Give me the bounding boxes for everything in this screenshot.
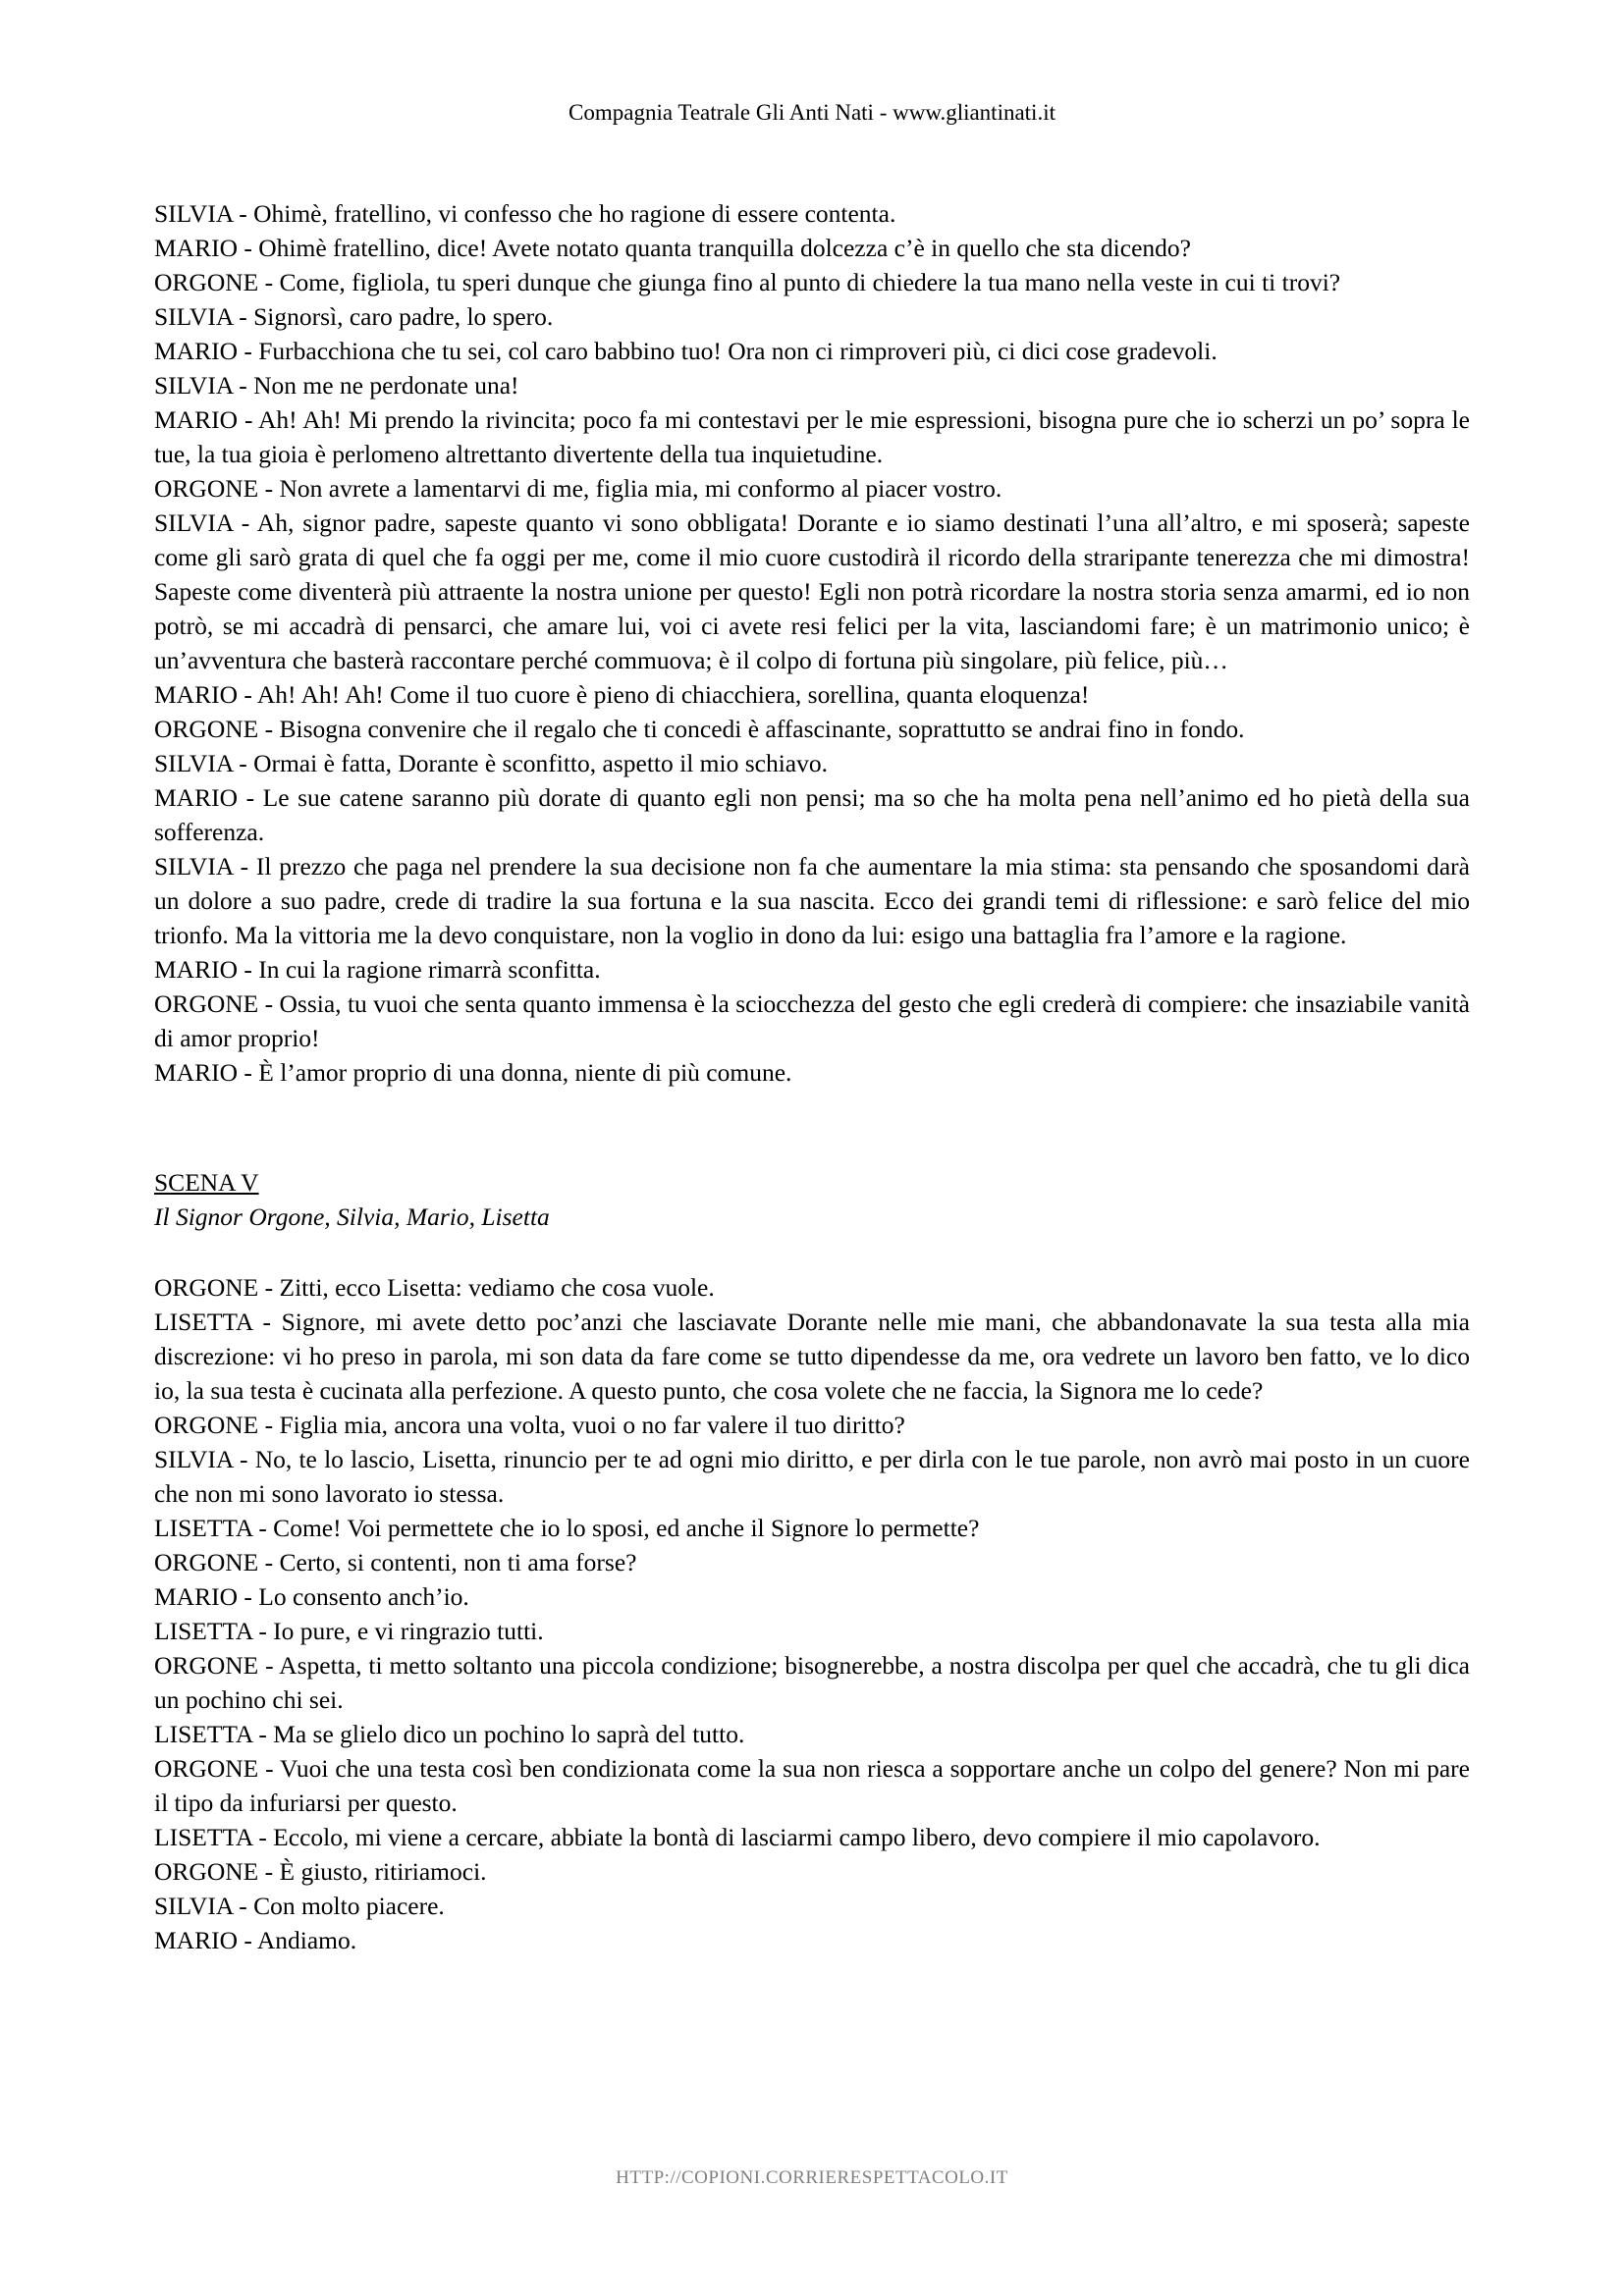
scene-5-header-block: [154, 1165, 1470, 1234]
dialogue-line: ORGONE - Certo, si contenti, non ti ama forse?: [154, 1548, 637, 1576]
dialogue-line: MARIO - Furbacchiona che tu sei, col caro babbino tuo! Ora non ci rimproveri più, ci dici cose gradevoli.: [154, 337, 1218, 365]
dialogue-line: ORGONE - Come, figliola, tu speri dunque che giunga fino al punto di chiedere la tua mano nella veste in cui ti trovi?: [154, 268, 1341, 296]
dialogue-line: ORGONE - Bisogna convenire che il regalo che ti concedi è affascinante, soprattutto se andrai fino in fondo.: [154, 715, 1245, 743]
dialogue-line: LISETTA - Ma se glielo dico un pochino lo saprà del tutto.: [154, 1720, 745, 1748]
dialogue-line: LISETTA - Eccolo, mi viene a cercare, abbiate la bontà di lasciarmi campo libero, devo compiere il mio capolavoro.: [154, 1823, 1321, 1851]
script-body: [154, 196, 1470, 1957]
dialogue-line: LISETTA - Signore, mi avete detto poc’anzi che lasciavate Dorante nelle mie mani, che abbandonavate la sua testa alla mia discrezione: vi ho preso in parola, mi son data da fare come se tutto dipendesse da me, ora vedrete un lavoro ben fatto, ve lo dico io, la sua testa è cucinata alla perfezione. A questo punto, che cosa volete che ne faccia, la Signora me lo cede?: [154, 1308, 1470, 1405]
dialogue-line: SILVIA - Ah, signor padre, sapeste quanto vi sono obbligata! Dorante e io siamo destinati l’una all’altro, e mi sposerà; sapeste come gli sarò grata di quel che fa oggi per me, come il mio cuore custodirà il ricordo della straripante tenerezza che mi dimostra! Sapeste come diventerà più attraente la nostra unione per questo! Egli non potrà ricordare la nostra storia senza amarmi, ed io non potrò, se mi accadrà di pensarci, che amare lui, voi ci avete resi felici per la vita, lasciandomi fare; è un matrimonio unico; è un’avventura che basterà raccontare perché commuova; è il colpo di fortuna più singolare, più felice, più…: [154, 508, 1470, 674]
dialogue-line: ORGONE - Ossia, tu vuoi che senta quanto immensa è la sciocchezza del gesto che egli crederà di compiere: che insaziabile vanità di amor proprio!: [154, 989, 1470, 1052]
dialogue-block-scene5: [154, 1270, 1470, 1957]
dialogue-line: SILVIA - Con molto piacere.: [154, 1892, 445, 1920]
dialogue-line: ORGONE - Vuoi che una testa così ben condizionata come la sua non riesca a sopportare anche un colpo del genere? Non mi pare il tipo da infuriarsi per questo.: [154, 1754, 1470, 1817]
dialogue-line: SILVIA - Signorsì, caro padre, lo spero.: [154, 302, 554, 331]
dialogue-line: SILVIA - Ormai è fatta, Dorante è sconfitto, aspetto il mio schiavo.: [154, 749, 828, 777]
dialogue-line: SILVIA - Il prezzo che paga nel prendere la sua decisione non fa che aumentare la mia stima: sta pensando che sposandomi darà un dolore a suo padre, crede di tradire la sua fortuna e la sua nascita. Ecco dei grandi temi di riflessione: e sarò felice del mio trionfo. Ma la vittoria me la devo conquistare, non la voglio in dono da lui: esigo una battaglia fra l’amore e la ragione.: [154, 852, 1470, 949]
scene-heading: SCENA V: [154, 1168, 259, 1197]
dialogue-line: LISETTA - Come! Voi permettete che io lo sposi, ed anche il Signore lo permette?: [154, 1514, 980, 1542]
dialogue-line: ORGONE - Zitti, ecco Lisetta: vediamo che cosa vuole.: [154, 1273, 715, 1302]
dialogue-line: ORGONE - Non avrete a lamentarvi di me, figlia mia, mi conformo al piacer vostro.: [154, 474, 1002, 503]
page-header-title: Compagnia Teatrale Gli Anti Nati - www.gliantinati.it: [568, 100, 1056, 125]
dialogue-line: MARIO - In cui la ragione rimarrà sconfitta.: [154, 955, 601, 984]
dialogue-block-scene4: [154, 196, 1470, 1090]
dialogue-line: MARIO - Ah! Ah! Mi prendo la rivincita; poco fa mi contestavi per le mie espressioni, bisogna pure che io scherzi un po’ sopra le tue, la tua gioia è perlomeno altrettanto divertente della tua inquietudine.: [154, 405, 1470, 468]
scene-cast-list: Il Signor Orgone, Silvia, Mario, Lisetta: [154, 1202, 550, 1231]
dialogue-line: SILVIA - No, te lo lascio, Lisetta, rinuncio per te ad ogni mio diritto, e per dirla con le tue parole, non avrò mai posto in un cuore che non mi sono lavorato io stessa.: [154, 1445, 1470, 1508]
footer-url: HTTP://COPIONI.CORRIERESPETTACOLO.IT: [616, 2167, 1008, 2188]
dialogue-line: MARIO - Ah! Ah! Ah! Come il tuo cuore è pieno di chiacchiera, sorellina, quanta eloquenza!: [154, 680, 1090, 709]
dialogue-line: MARIO - È l’amor proprio di una donna, niente di più comune.: [154, 1058, 792, 1087]
dialogue-line: ORGONE - Figlia mia, ancora una volta, vuoi o no far valere il tuo diritto?: [154, 1411, 905, 1439]
dialogue-line: MARIO - Andiamo.: [154, 1926, 357, 1954]
dialogue-line: SILVIA - Non me ne perdonate una!: [154, 371, 519, 400]
dialogue-line: MARIO - Ohimè fratellino, dice! Avete notato quanta tranquilla dolcezza c’è in quello che sta dicendo?: [154, 234, 1191, 262]
dialogue-line: MARIO - Lo consento anch’io.: [154, 1582, 469, 1611]
dialogue-line: ORGONE - Aspetta, ti metto soltanto una piccola condizione; bisognerebbe, a nostra discolpa per quel che accadrà, che tu gli dica un pochino chi sei.: [154, 1651, 1470, 1714]
dialogue-line: LISETTA - Io pure, e vi ringrazio tutti.: [154, 1617, 544, 1645]
dialogue-line: MARIO - Le sue catene saranno più dorate di quanto egli non pensi; ma so che ha molta pena nell’animo ed ho pietà della sua sofferenza.: [154, 783, 1470, 846]
dialogue-line: SILVIA - Ohimè, fratellino, vi confesso che ho ragione di essere contenta.: [154, 199, 896, 228]
dialogue-line: ORGONE - È giusto, ritiriamoci.: [154, 1857, 487, 1886]
